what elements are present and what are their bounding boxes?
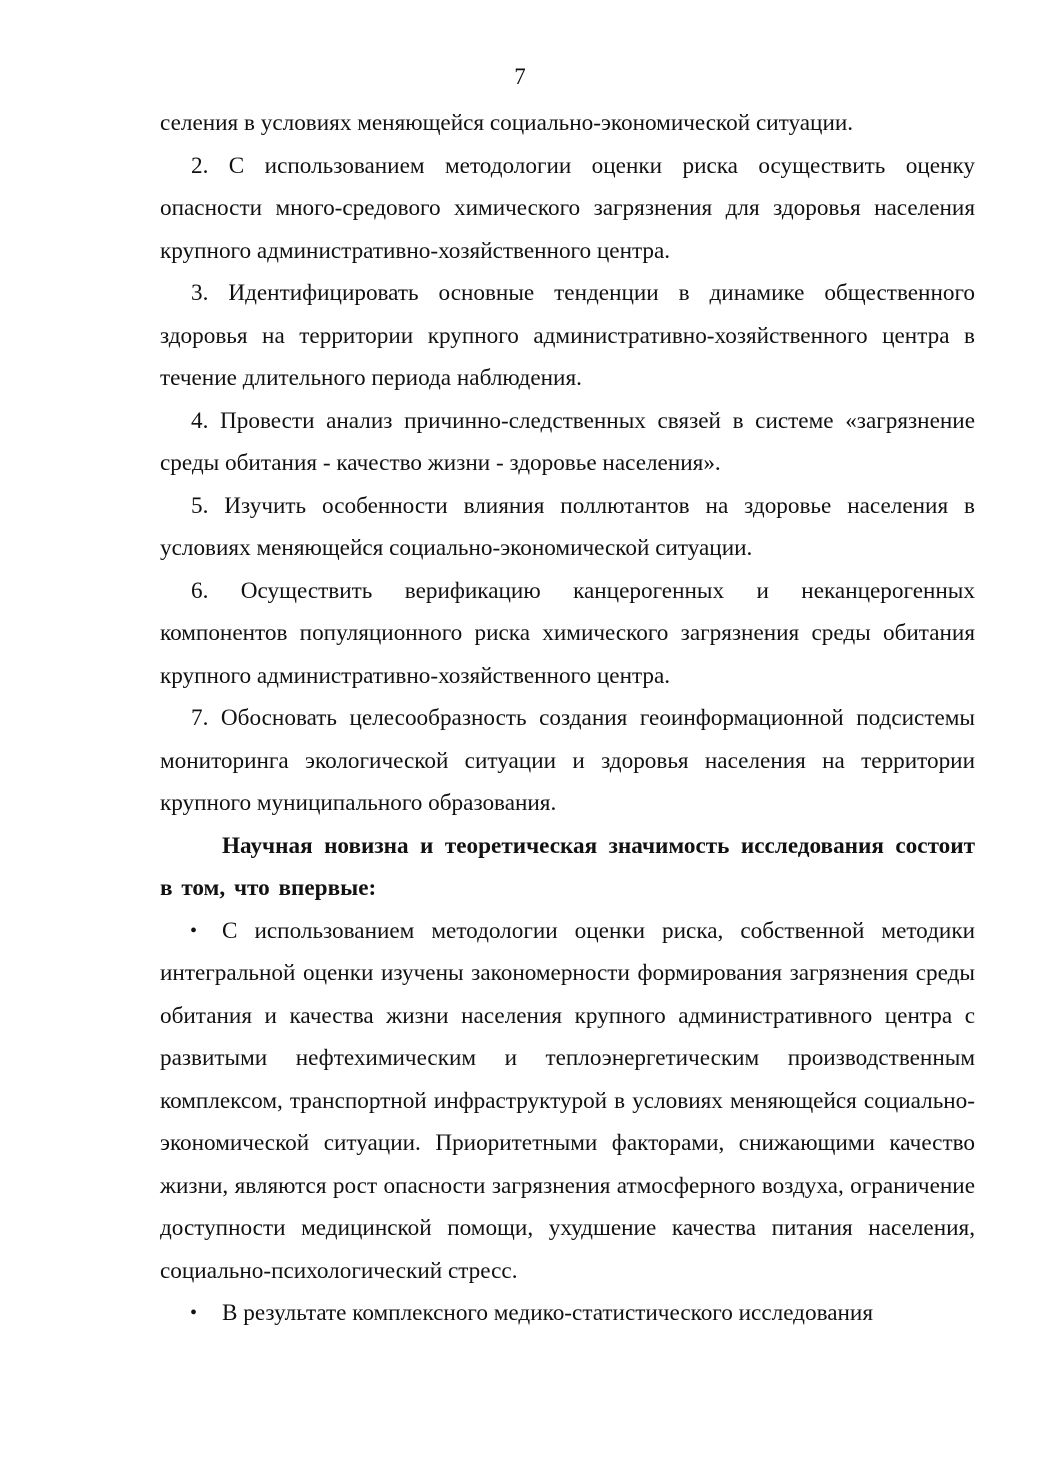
task-item-4: 4. Провести анализ причинно-следственных связей в системе «загрязнение среды обитания - качество жизни - здоровье населения».: [160, 407, 975, 476]
paragraph-continuation: селения в условиях меняющейся социально-экономической ситуации.: [160, 110, 854, 136]
bullet-icon: •: [190, 1302, 198, 1324]
task-item-3: 3. Идентифицировать основные тенденции в динамике общественного здоровья на территории крупного административно-хозяйственного центра в течение длительного периода наблюдения.: [160, 280, 975, 391]
task-item-5: 5. Изучить особенности влияния поллютантов на здоровье населения в условиях меняющейся социально-экономической ситуации.: [160, 492, 975, 561]
bullet-item-2: [160, 1292, 975, 1335]
task-item-7: 7. Обосновать целесообразность создания геоинформационной подсистемы мониторинга экологической ситуации и здоровья населения на территории крупного муниципального образования.: [160, 705, 975, 816]
document-body: [160, 102, 975, 1335]
page-number: 7: [514, 64, 526, 89]
bullet-icon: •: [190, 919, 198, 942]
bullet-text-1: С использованием методологии оценки риска, собственной методики интегральной оценки изучены закономерности формирования загрязнения среды обитания и качества жизни населения крупного административного центра с развитыми нефтехимическим и теплоэнергетическим производственным комплексом, транспортной инфраструктурой в условиях меняющейся социально-экономической ситуации. Приоритетными факторами, снижающими качество жизни, являются рост опасности загрязнения атмосферного воздуха, ограничение доступности медицинской помощи, ухудшение качества питания населения, социально-психологический стресс.: [160, 917, 975, 1284]
task-item-2: 2. С использованием методологии оценки риска осуществить оценку опасности много-средового химического загрязнения для здоровья населения крупного административно-хозяйственного центра.: [160, 152, 975, 264]
task-item-6: 6. Осуществить верификацию канцерогенных и неканцерогенных компонентов популяционного риска химического загрязнения среды обитания крупного административно-хозяйственного центра.: [160, 577, 975, 689]
section-heading-novelty: Научная новизна и теоретическая значимость исследования состоит в том, что впервые:: [160, 832, 975, 901]
bullet-item-1: [160, 910, 975, 1293]
bullet-text-2: В результате комплексного медико-статистического исследования: [222, 1300, 873, 1326]
